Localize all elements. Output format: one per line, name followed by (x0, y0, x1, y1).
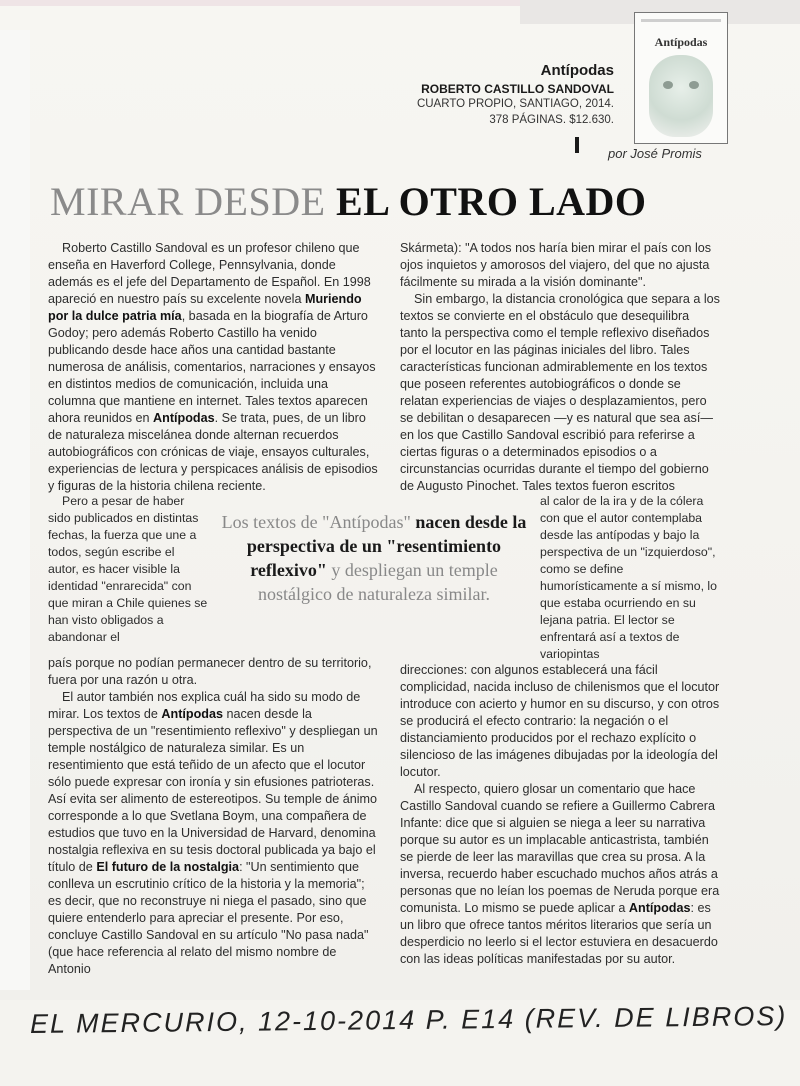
handwritten-source-note: EL MERCURIO, 12-10-2014 P. E14 (REV. DE LIBROS) (29, 1001, 788, 1039)
book-name: Antípodas (153, 411, 215, 425)
article-paragraph: direcciones: con algunos establecerá una fácil complicidad, nacida incluso de chilenismos que el locutor introduce con acierto y humor en su discurso, y con otros se producirá el efecto contrario: la negación o el distanciamiento producidos por el rechazo explícito o silencioso de las imágenes dibujadas por la ideología del locutor. (400, 663, 720, 779)
article-column-1-bottom (48, 655, 378, 978)
book-name: Antípodas (628, 901, 691, 915)
pull-quote-bold: nacen desde la perspectiva de un "resentimiento reflexivo" (246, 512, 527, 580)
headline-bold: EL OTRO LADO (336, 179, 647, 224)
text-run: : es un libro que ofrece tantos méritos literarios que sería un desperdicio no leerlo si el lector estuviera en desacuerdo con las ideas políticas manifestadas por su autor. (400, 901, 718, 966)
article-paragraph: Pero a pesar de haber sido publicados en distintas fechas, la fuerza que une a todos, según escribe el autor, es hacer visible la identidad "enrarecida" con que miran a Chile quienes se han visto obligados a abandonar el (48, 494, 208, 644)
byline: por José Promis (608, 146, 702, 161)
book-publisher: CUARTO PROPIO, SANTIAGO, 2014. (416, 98, 614, 110)
novel-title: Muriendo por la dulce patria mía (48, 292, 362, 323)
text-run: . Se trata, pues, de un libro de naturaleza misceláneа donde alternan recuerdos autobiográficos con crónicas de viaje, ensayos culturales, experiencias de lectura y perspicaces análisis de episodios y figuras de la historia chilena reciente. (48, 411, 378, 493)
text-run: nacen desde la perspectiva de un "resentimiento reflexivo" y despliegan un temple nostálgico de naturaleza similar. Es un resentimiento que está teñido de un afecto que el locutor sólo puede expresar con ironía y sin efusiones patrioteras. Así evita ser alimento de estereotipos. Su temple de ánimo corresponde a lo que Svetlana Boym, una compañera de estudios que tuvo en la Universidad de Harvard, denomina nostalgia reflexiva en su tesis doctoral publicada ya bajo el título de (48, 707, 378, 874)
article-paragraph (48, 240, 378, 495)
pull-quote-light: y despliegan un temple nostálgico de naturaleza similar. (258, 560, 498, 604)
book-author: ROBERTO CASTILLO SANDOVAL (421, 82, 614, 96)
pull-quote-light: Los textos de "Antípodas" (221, 512, 416, 532)
article-column-1-top (48, 240, 378, 495)
text-run: : "Un sentimiento que conlleva un escrutinio crítico de la historia y la memoria"; es decir, que no reconstruye ni niega el pasado, sino que quiere entenderlo para apreciar el presente. Por eso, concluye Castillo Sandoval en su artículo "No pasa nada" (que hace referencia al relato del mismo nombre de Antonio (48, 860, 369, 976)
book-name: Antípodas (161, 707, 223, 721)
text-run: Roberto Castillo Sandoval es un profesor chileno que enseña en Haverford College, Pennsylvania, donde además es el jefe del Departamento de Español. En 1998 apareció en nuestro país su excelente novela (48, 241, 371, 306)
text-run: , basada en la biografía de Arturo Godoy; pero además Roberto Castillo ha venido publicando desde hace años una cantidad bastante numerosa de análisis, comentarios, narraciones y ensayos en distintos medios de comunicación, incluida una columna que mantiene en internet. Tales textos aparecen ahora reunidos en (48, 309, 376, 425)
article-column-2-bottom (400, 662, 720, 968)
pull-quote (218, 510, 530, 606)
article-paragraph: Skármeta): "A todos nos haría bien mirar el país con los ojos inquietos y amorosos del viajero, del que no ajusta fácilmente su mirada a la visión dominante". (400, 241, 712, 289)
text-run: El autor también nos explica cuál ha sido su modo de mirar. Los textos de (48, 690, 361, 721)
article-column-1-narrow (48, 493, 208, 646)
book-title: Antípodas (540, 62, 614, 79)
thesis-title: El futuro de la nostalgia (96, 860, 240, 874)
article-paragraph (400, 781, 720, 968)
cover-title: Antípodas (654, 35, 708, 49)
article-paragraph: Sin embargo, la distancia cronológica que separa a los textos se convierte en el obstáculo que desequilibra tanto la perspectiva como el temple reflexivo diseñados por el locutor en las páginas iniciales del libro. Tales características funcionan admirablemente en los textos que poseen referentes autobiográficos o donde se relatan experiencias de viajes o desplazamientos, pero se debilitan o desaparecen —y es natural que sea así— en los que Castillo Sandoval escribió para referirse a ciertas figuras o a determinados episodios o a circunstancias ocurridas durante el tiempo del gobierno de Augusto Pinochet. Tales textos fueron escritos (400, 292, 720, 493)
headline (50, 178, 750, 225)
article-column-2-top (400, 240, 720, 495)
left-scan-edge (0, 30, 30, 990)
cover-header-line (641, 19, 721, 22)
headline-light: MIRAR DESDE (50, 179, 326, 224)
book-cover-thumbnail (634, 12, 728, 144)
article-paragraph (48, 689, 378, 978)
text-run: Al respecto, quiero glosar un comentario que hace Castillo Sandoval cuando se refiere a Guillermo Cabrera Infante: dice que si alguien se niega a leer su narrativa porque su autor es un implacable anticastrista, también se pierde de leer las maravillas que crea su prosa. A la inversa, recuerdo haber escuchado muchos años atrás a personas que no leían los poemas de Neruda porque era comunista. Lo mismo se puede aplicar a (400, 782, 720, 915)
cover-face-illustration (649, 55, 713, 137)
book-pages-price: 378 PÁGINAS. $12.630. (489, 114, 614, 126)
article-column-2-narrow (540, 493, 720, 663)
article-paragraph: al calor de la ira y de la cólera con que el autor contemplaba desde las antípodas y bajo la perspectiva de un "izquierdoso", como se define humorísticamente a sí mismo, lo que estaba ocurriendo en su lejana patria. El lector se enfrentará así a textos de variopintas (540, 494, 717, 661)
info-divider-bar (575, 137, 579, 153)
article-paragraph: país porque no podían permanecer dentro de su territorio, fuera por una razón u otra. (48, 656, 372, 687)
book-info-block (354, 62, 614, 128)
